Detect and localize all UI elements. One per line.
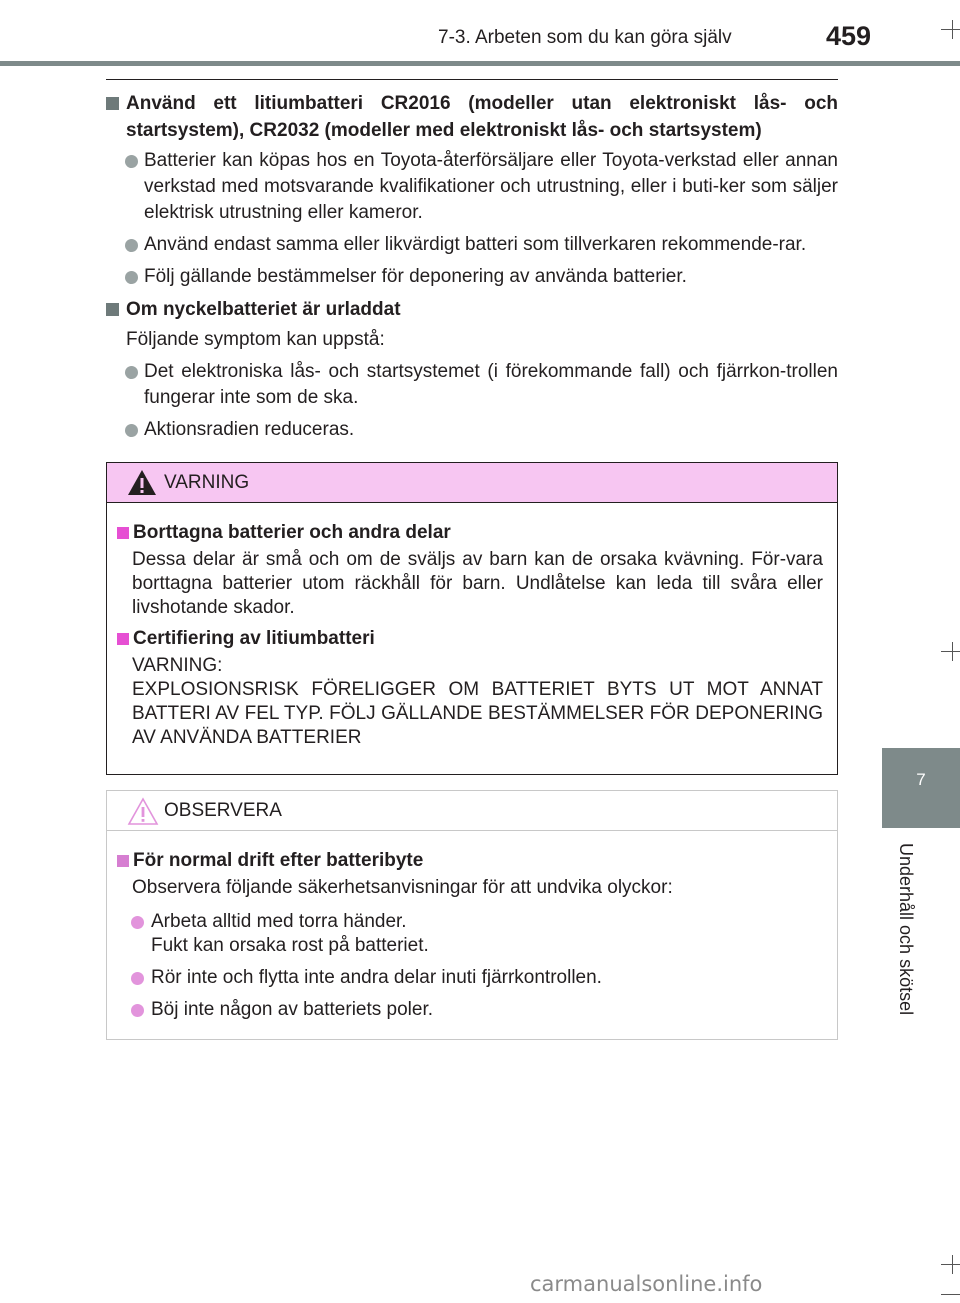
list-item [117, 998, 823, 1022]
round-bullet-icon [131, 1004, 144, 1017]
chapter-side-label: Underhåll och skötsel [896, 843, 916, 1016]
notice-section-title-text: För normal drift efter batteribyte [133, 850, 424, 871]
notice-intro: Observera följande säkerhetsanvisningar för att undvika olyckor: [132, 877, 673, 898]
list-item-text: Böj inte någon av batteriets poler. [151, 999, 434, 1020]
chapter-tab: 7 [882, 748, 960, 828]
notice-label: OBSERVERA [164, 800, 282, 821]
list-item [106, 359, 838, 411]
notice-body [107, 831, 837, 1022]
main-content [106, 90, 838, 449]
list-item [106, 148, 838, 226]
running-header-title: 7-3. Arbeten som du kan göra själv [438, 27, 732, 48]
warning-caution-text: EXPLOSIONSRISK FÖRELIGGER OM BATTERIET BYTS UT MOT ANNAT BATTERI AV FEL TYP. FÖLJ GÄLLANDE BESTÄMMELSER FÖR DEPONERING AV ANVÄNDA BATTERIER [132, 679, 823, 748]
warning-header [107, 463, 837, 503]
square-bullet-icon [106, 303, 119, 316]
crop-mark-bottom-right-h [941, 1264, 960, 1265]
content-top-rule [106, 79, 838, 80]
square-bullet-icon [106, 97, 119, 110]
list-item [117, 966, 823, 990]
crop-mark-mid-right-h [941, 651, 960, 652]
crop-mark-top-right-h [941, 29, 960, 30]
round-bullet-icon [125, 271, 138, 284]
warning-section-title-text: Borttagna batterier och andra delar [133, 522, 451, 543]
section-title [106, 90, 838, 144]
warning-section-title [117, 626, 823, 652]
round-bullet-icon [131, 972, 144, 985]
list-item-text: Det elektroniska lås- och startsystemet (i förekommande fall) och fjärrkon-trollen fungerar inte som de ska. [144, 361, 838, 408]
list-item-text: Aktionsradien reduceras. [144, 419, 355, 440]
warning-caution-line: VARNING: [132, 655, 223, 676]
list-item [106, 232, 838, 258]
watermark: carmanualsonline.info [530, 1272, 763, 1296]
crop-mark-bottom-right-h2 [941, 1294, 960, 1295]
warning-triangle-icon [127, 469, 157, 496]
warning-section-text: Dessa delar är små och om de sväljs av barn kan de orsaka kvävning. För-vara borttagna batterier utom räckhåll för barn. Undlåtelse kan leda till svåra eller livshotande skador. [132, 549, 823, 618]
page-number: 459 [826, 21, 872, 51]
warning-label: VARNING [164, 472, 250, 493]
notice-header [107, 791, 837, 831]
notice-triangle-icon [127, 797, 159, 826]
round-bullet-icon [125, 155, 138, 168]
round-bullet-icon [125, 424, 138, 437]
header-rule [0, 61, 960, 66]
list-item [117, 910, 823, 958]
square-bullet-icon [117, 633, 129, 645]
crop-mark-top-right-v [952, 20, 953, 39]
warning-section-title [117, 520, 823, 546]
warning-body [107, 503, 837, 750]
warning-section-title-text: Certifiering av litiumbatteri [133, 628, 375, 649]
section-intro: Följande symptom kan uppstå: [126, 329, 385, 350]
round-bullet-icon [131, 916, 144, 929]
list-item [106, 417, 838, 443]
section-title-text: Om nyckelbatteriet är urladdat [126, 299, 401, 320]
crop-mark-bottom-right-v [952, 1255, 953, 1274]
notice-section-title [117, 848, 823, 874]
warning-box [106, 462, 838, 775]
list-item-text: Batterier kan köpas hos en Toyota-återförsäljare eller Toyota-verkstad eller annan verkstad med motsvarande kvalifikationer och utrustning, eller i buti-ker som säljer elektrisk utrustning eller kameror. [144, 150, 838, 223]
list-item-text-continued: Fukt kan orsaka rost på batteriet. [151, 935, 429, 956]
notice-box [106, 790, 838, 1040]
square-bullet-icon [117, 855, 129, 867]
list-item-text: Arbeta alltid med torra händer. [151, 911, 407, 932]
list-item-text: Använd endast samma eller likvärdigt batteri som tillverkaren rekommende-rar. [144, 234, 807, 255]
list-item-text: Följ gällande bestämmelser för deponering av använda batterier. [144, 266, 687, 287]
round-bullet-icon [125, 366, 138, 379]
section-title-text: Använd ett litiumbatteri CR2016 (modeller utan elektroniskt lås- och startsystem), CR2032 (modeller med elektroniskt lås- och startsystem) [126, 93, 838, 141]
section-title [106, 296, 838, 323]
list-item-text: Rör inte och flytta inte andra delar inuti fjärrkontrollen. [151, 967, 602, 988]
round-bullet-icon [125, 239, 138, 252]
list-item [106, 264, 838, 290]
square-bullet-icon [117, 527, 129, 539]
crop-mark-mid-right-v [952, 642, 953, 661]
